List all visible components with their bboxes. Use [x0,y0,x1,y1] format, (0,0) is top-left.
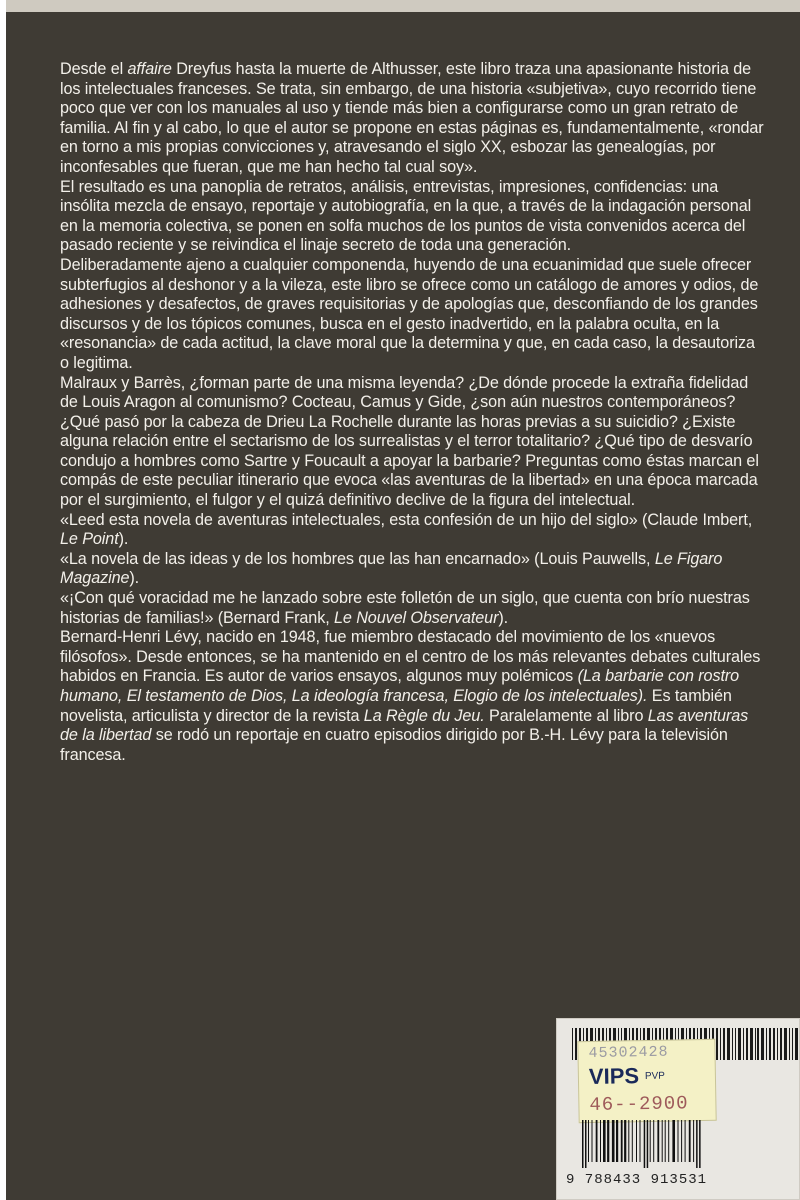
body-paragraph [60,256,765,374]
barcode-bar [699,1120,701,1168]
sticker-bar [757,1028,759,1060]
body-paragraph [60,511,765,550]
italic-text: La Règle du Jeu. [363,706,485,725]
isbn-number: 9 788433 913531 [566,1172,708,1188]
barcode-bar [693,1120,694,1162]
sticker-bar [720,1028,721,1060]
italic-text: Le Nouvel Observateur [334,608,499,627]
barcode-bar [640,1120,641,1162]
body-paragraph [60,374,765,511]
sticker-bar [572,1028,573,1060]
text-run: «La novela de las ideas y de los hombres que las han encarnado» (Louis Pauwells, [60,549,655,568]
text-run: ). [498,608,509,627]
text-run: ). [118,530,129,549]
sticker-bar [795,1028,798,1060]
barcode-bar [632,1120,633,1162]
barcode-bar [624,1120,626,1162]
body-paragraph [60,178,765,256]
sticker-bar [780,1028,782,1060]
text-run: Paralelamente al libro [484,706,648,725]
text-run: se rodó un reportaje en cuatro episodios dirigido por B.-H. Lévy para la televisión francesa. [60,726,728,764]
barcode-bar [636,1120,637,1162]
text-run: Bernard-Henri Lévy, nacido en 1948, fue miembro destacado del movimiento de los «nuevos filósofos». Desde entonces, se ha mantenido en el centro de los más relevantes debates culturales habidos en Francia. Es autor de varios ensayos, algunos muy polémicos [60,628,761,686]
barcode-bar [588,1120,589,1162]
barcode-bar [582,1120,584,1168]
barcode-bar [672,1120,675,1162]
barcode-bar [681,1120,682,1162]
italic-text: Las aventuras de la libertad [60,706,749,745]
barcode-bar [628,1120,629,1162]
barcode-bar [653,1120,654,1162]
sticker-bar [732,1028,733,1060]
barcode-bar [668,1120,669,1162]
barcode-bar [585,1120,587,1168]
sticker-bar [743,1028,744,1060]
price-sticker-brand: VIPS [588,1063,640,1090]
text-run: «Leed esta novela de aventuras intelectuales, esta confesión de un hijo del siglo» (Claude Imbert, [60,510,753,529]
sticker-bar [761,1028,764,1060]
sticker-bar [735,1028,737,1060]
barcode-bar [696,1120,698,1168]
barcode-bar [600,1120,601,1162]
sticker-bar [766,1028,767,1060]
sticker-bar [716,1028,719,1060]
body-paragraph [60,550,765,589]
italic-text: Le Point [60,530,119,549]
sticker-bar [727,1028,730,1060]
sticker-bar [755,1028,756,1060]
barcode-bar [678,1120,679,1162]
sticker-bar [773,1028,776,1060]
sticker-bar [777,1028,778,1060]
barcode-bar [592,1120,593,1162]
barcode-bar [657,1120,659,1162]
sticker-bar [784,1028,787,1060]
sticker-bar [738,1028,741,1060]
body-paragraph [60,628,765,765]
body-paragraph [60,589,765,628]
barcode-bar [621,1120,623,1162]
italic-text: affaire [127,60,172,78]
sticker-bar [789,1028,790,1060]
barcode-bar [662,1120,663,1162]
text-run: Malraux y Barrès, ¿forman parte de una misma leyenda? ¿De dónde procede la extraña fidelidad de Louis Aragon al comunismo? Cocteau, Camus y Gide, ¿son aún nuestros contemporáneos? ¿Qué pasó por la cabeza de Drieu La Rochelle durante las horas previas a su suicidio? ¿Existe alguna relación entre el sectarismo de los surrealistas y el terror totalitario? ¿Qué tipo de desvarío condujo a hombres como Sartre y Foucault a apoyar la barbarie? Preguntas como éstas marcan el compás de este peculiar itinerario que evoca «las aventuras de la libertad» en una época marcada por el surgimiento, el fulgor y el quizá definitivo declive de la figura del intelectual. [60,373,759,510]
text-run: Deliberadamente ajeno a cualquier componenda, huyendo de una ecuanimidad que suele ofrecer subterfugios al deshonor y a la vileza, este libro se ofrece como un catálogo de amores y odios, de adhesiones y desafectos, de graves requisitorias y de apologías que, desconfiando de los grandes discursos y de los tópicos comunes, busca en el gesto inadvertido, en la palabra oculta, en la «resonancia» de cada actitud, la clave moral que la determina y que, en cada caso, la desautoriza o legitima. [60,255,759,372]
italic-text: Le Figaro Magazine [60,549,723,588]
price-sticker-code: 45302428 [588,1043,669,1063]
text-run: Desde el [60,60,128,78]
price-sticker [577,1039,716,1123]
body-paragraph [60,60,765,178]
sticker-bar [769,1028,771,1060]
barcode-bar [612,1120,615,1162]
italic-text: (La barbarie con rostro humano, El testamento de Dios, La ideología francesa, Elogio de los intelectuales). [60,667,740,705]
text-run: «¡Con qué voracidad me he lanzado sobre este folletón de un siglo, que cuenta con brío nuestras historias de familias!» (Bernard Frank, [60,589,750,627]
back-cover-text [60,60,765,765]
sticker-bar [750,1028,753,1060]
barcode-bar [665,1120,666,1162]
text-run: El resultado es una panoplia de retratos, análisis, entrevistas, impresiones, confidencias: una insólita mezcla de ensayo, reportaje y autobiografía, en la que, a través de la indagación personal en la memoria colectiva, se ponen en solfa muchos de los puntos de vista convenidos acerca del pasado reciente y se reivindica el linaje secreto de toda una generación. [60,177,752,255]
barcode-bar [616,1120,618,1162]
sticker-bar [792,1028,794,1060]
barcode-bar [689,1120,691,1162]
cover-top-edge [6,0,800,12]
text-run: Dreyfus hasta la muerte de Althusser, este libro traza una apasionante historia de los intelectuales franceses. Se trata, sin embargo, de una historia «subjetiva», cuyo recorrido tiene poco que ver con los manuales al uso y tiende más bien a configurarse como un gran retrato de familia. Al fin y al cabo, lo que el autor se propone en estas páginas es, fundamentalmente, «rondar en torno a mis propias convicciones y, atravesando el siglo XX, esbozar las genealogías, por inconfesables que fueran, que me han hecho tal cual soy». [60,60,764,176]
barcode-bar [685,1120,686,1162]
barcode-bar [644,1120,646,1168]
barcode-bar [647,1120,649,1168]
text-run: Es también novelista, articulista y director de la revista [60,687,732,725]
barcode-bar [596,1120,598,1162]
price-sticker-pvp: PVP [644,1070,666,1083]
barcode-bar [603,1120,606,1162]
isbn-barcode [580,1120,786,1168]
sticker-bar [746,1028,748,1060]
sticker-bar [723,1028,725,1060]
barcode-bar [607,1120,609,1162]
price-sticker-price: 46--2900 [589,1092,689,1117]
text-run: ). [129,569,140,588]
barcode-bar [650,1120,651,1162]
